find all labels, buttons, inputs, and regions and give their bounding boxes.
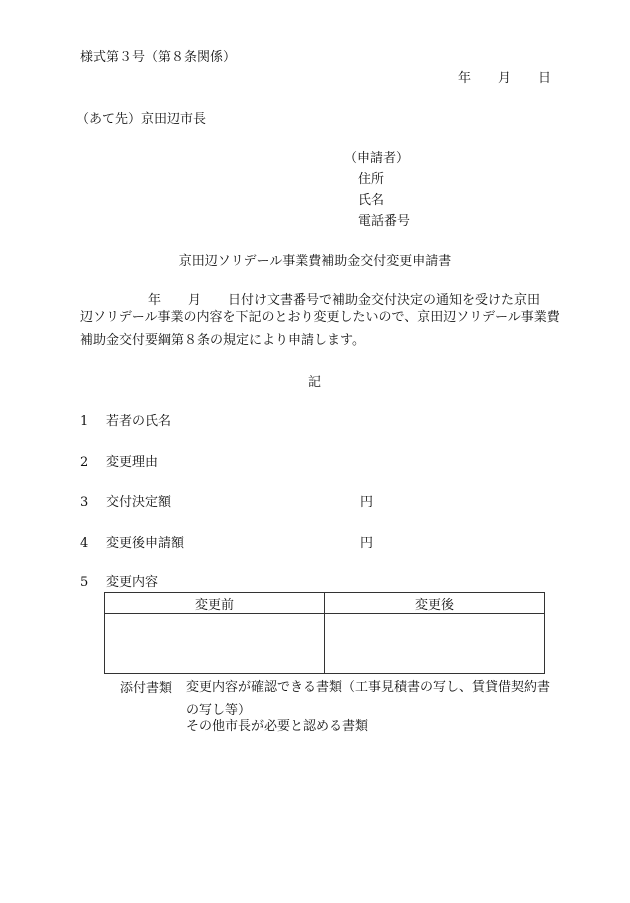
item-label: 交付決定額 bbox=[106, 495, 172, 510]
body-date-year: 年 bbox=[148, 293, 162, 308]
applicant-heading: （申請者） bbox=[344, 151, 410, 166]
form-number: 様式第３号（第８条関係） bbox=[80, 50, 237, 65]
item-number: 5 bbox=[80, 575, 89, 590]
after-cell[interactable] bbox=[325, 614, 545, 674]
column-header-after: 変更後 bbox=[325, 593, 545, 614]
change-content-table bbox=[104, 592, 545, 674]
applicant-name-label: 氏名 bbox=[358, 193, 385, 208]
applicant-address-label: 住所 bbox=[358, 172, 385, 187]
column-header-before: 変更前 bbox=[105, 593, 325, 614]
before-cell[interactable] bbox=[105, 614, 325, 674]
item-label: 変更理由 bbox=[106, 455, 159, 470]
attachments-label: 添付書類 bbox=[120, 681, 173, 696]
item-number: 4 bbox=[80, 536, 89, 551]
table-header-row bbox=[105, 593, 545, 614]
document-title: 京田辺ソリデール事業費補助金交付変更申請書 bbox=[178, 254, 452, 269]
item-label: 若者の氏名 bbox=[106, 414, 172, 429]
item-number: 3 bbox=[80, 495, 89, 510]
item-number: 2 bbox=[80, 455, 89, 470]
item-label: 変更後申請額 bbox=[106, 536, 185, 551]
body-date-month: 月 bbox=[188, 293, 202, 308]
date-year-label: 年 bbox=[458, 71, 472, 86]
date-month-label: 月 bbox=[498, 71, 512, 86]
ki-heading: 記 bbox=[308, 375, 322, 390]
yen-unit: 円 bbox=[360, 536, 374, 551]
attachment-item: その他市長が必要と認める書類 bbox=[186, 719, 369, 734]
body-text-first-line: 日付け文書番号で補助金交付決定の通知を受けた京田 bbox=[228, 293, 541, 308]
item-label: 変更内容 bbox=[106, 575, 159, 590]
yen-unit: 円 bbox=[360, 495, 374, 510]
date-day-label: 日 bbox=[538, 71, 552, 86]
attachment-item: 変更内容が確認できる書類（工事見積書の写し、賃貸借契約書の写し等） bbox=[186, 680, 551, 718]
addressee: （あて先）京田辺市長 bbox=[76, 112, 207, 127]
applicant-phone-label: 電話番号 bbox=[358, 214, 411, 229]
body-text: 辺ソリデール事業の内容を下記のとおり変更したいので、京田辺ソリデール事業費補助金交付要綱第８条の規定により申請します。 bbox=[80, 310, 560, 348]
table-row bbox=[105, 614, 545, 674]
item-number: 1 bbox=[80, 414, 89, 429]
